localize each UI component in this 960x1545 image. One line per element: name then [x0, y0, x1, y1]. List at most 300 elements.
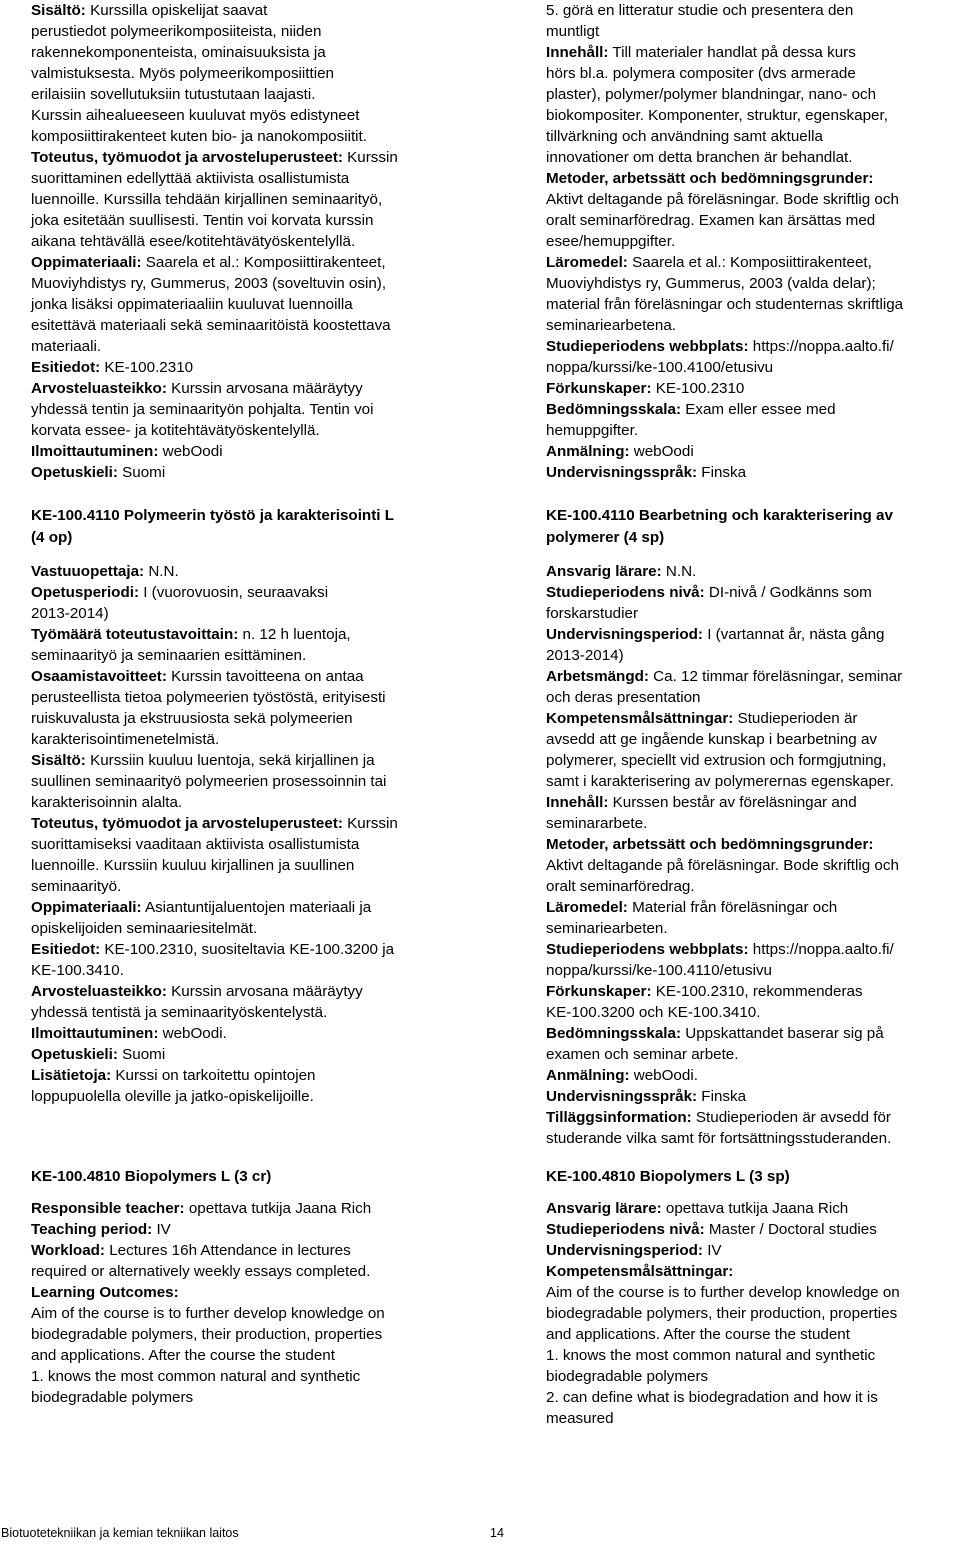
text-line	[31, 42, 501, 63]
text-line	[31, 834, 501, 855]
field-value: N.N.	[661, 563, 697, 580]
text-line	[31, 603, 501, 624]
field-label-osaamistavoitteet: Osaamistavoitteet:	[31, 668, 167, 685]
field-value: Studieperioden är avsedd för	[691, 1109, 891, 1126]
body-text: esitettävä materiaali sekä seminaaritöistä koostettava	[31, 317, 391, 334]
field-value: KE-100.2310, rekommenderas	[651, 983, 863, 1000]
text-line	[546, 1324, 960, 1345]
text-line	[31, 561, 501, 582]
course-section	[546, 1166, 960, 1429]
field-value: Material från föreläsningar och	[627, 899, 838, 916]
field-label-l-romedel: Läromedel:	[546, 254, 628, 271]
text-line	[546, 1198, 960, 1219]
body-text: loppupuolella oleville ja jatko-opiskelijoille.	[31, 1088, 314, 1105]
text-line	[546, 1282, 960, 1303]
body-text: och deras presentation	[546, 689, 701, 706]
course-section-continued	[31, 0, 501, 483]
course-section	[31, 505, 501, 1107]
field-label-undervisningsspr-k: Undervisningsspråk:	[546, 464, 698, 481]
field-label-teaching-period: Teaching period:	[31, 1221, 153, 1238]
text-line	[31, 1219, 501, 1240]
text-line	[31, 21, 501, 42]
body-text: Aktivt deltagande på föreläsningar. Bode skriftlig och	[546, 191, 899, 208]
body-text: muntligt	[546, 23, 600, 40]
field-value: Kurssin	[342, 149, 398, 166]
field-label-workload: Workload:	[31, 1242, 105, 1259]
text-line	[546, 1107, 960, 1128]
field-label-opetusperiodi: Opetusperiodi:	[31, 584, 140, 601]
body-text: yhdessä tentistä ja seminaarityöskentelystä.	[31, 1004, 328, 1021]
text-line	[31, 336, 501, 357]
text-line	[546, 189, 960, 210]
body-text: samt i karakterisering av polymerernas egenskaper.	[546, 773, 894, 790]
text-line	[546, 771, 960, 792]
text-line	[31, 315, 501, 336]
field-value: https://noppa.aalto.fi/	[748, 338, 894, 355]
text-line	[31, 147, 501, 168]
text-line	[31, 960, 501, 981]
text-line	[31, 813, 501, 834]
body-text: innovationer om detta branchen är behandlat.	[546, 149, 853, 166]
field-label-sis-lt: Sisältö:	[31, 752, 86, 769]
text-line	[546, 105, 960, 126]
field-value: I (vartannat år, nästa gång	[702, 626, 885, 643]
field-label-arvosteluasteikko: Arvosteluasteikko:	[31, 380, 167, 397]
text-line	[31, 855, 501, 876]
field-label-anm-lning: Anmälning:	[546, 443, 630, 460]
text-line	[546, 792, 960, 813]
body-text: plaster), polymer/polymer blandningar, nano- och	[546, 86, 877, 103]
field-value: Finska	[697, 1088, 747, 1105]
text-line	[31, 729, 501, 750]
footer-department: Biotuotetekniikan ja kemian tekniikan laitos	[1, 1526, 239, 1540]
course-section	[546, 505, 960, 1149]
text-line	[31, 1198, 501, 1219]
field-value: DI-nivå / Godkänns som	[704, 584, 872, 601]
text-line	[31, 1282, 501, 1303]
field-label-learning-outcomes: Learning Outcomes:	[31, 1284, 179, 1301]
field-label-oppimateriaali: Oppimateriaali:	[31, 899, 142, 916]
text-line	[31, 1086, 501, 1107]
course-section	[31, 1166, 501, 1408]
body-text: Kurssin aihealueeseen kuuluvat myös edistyneet	[31, 107, 360, 124]
field-label-esitiedot: Esitiedot:	[31, 941, 101, 958]
text-line	[546, 273, 960, 294]
field-label-inneh-ll: Innehåll:	[546, 44, 609, 61]
text-line	[546, 1023, 960, 1044]
text-line	[31, 1303, 501, 1324]
field-value: Finska	[697, 464, 747, 481]
body-text: materiaali.	[31, 338, 102, 355]
field-label-studieperiodens-webbplats: Studieperiodens webbplats:	[546, 941, 749, 958]
text-line	[546, 315, 960, 336]
body-text: measured	[546, 1410, 614, 1427]
text-line	[546, 84, 960, 105]
text-line	[31, 378, 501, 399]
title-spacer	[546, 1188, 960, 1198]
body-text: Aktivt deltagande på föreläsningar. Bode skriftlig och	[546, 857, 899, 874]
body-text: Muoviyhdistys ry, Gummerus, 2003 (valda delar);	[546, 275, 876, 292]
body-text: Aim of the course is to further develop knowledge on	[546, 1284, 900, 1301]
body-text: seminariearbetena.	[546, 317, 677, 334]
body-text: seminariearbeten.	[546, 920, 668, 937]
course-title: polymerer (4 sp)	[546, 529, 665, 546]
body-text: 1. knows the most common natural and synthetic	[546, 1347, 876, 1364]
field-label-bed-mningsskala: Bedömningsskala:	[546, 1025, 682, 1042]
body-text: seminaarityö ja seminaarien esittäminen.	[31, 647, 307, 664]
text-line	[31, 918, 501, 939]
field-label-arbetsm-ngd: Arbetsmängd:	[546, 668, 649, 685]
text-line	[546, 0, 960, 21]
text-line	[546, 63, 960, 84]
title-spacer	[31, 549, 501, 561]
field-label-responsible-teacher: Responsible teacher:	[31, 1200, 185, 1217]
body-text: biodegradable polymers	[546, 1368, 709, 1385]
body-text: perusteellista tietoa polymeerien työstöstä, erityisesti	[31, 689, 386, 706]
course-section-continued	[546, 0, 960, 483]
field-label-f-rkunskaper: Förkunskaper:	[546, 380, 652, 397]
body-text: Muoviyhdistys ry, Gummerus, 2003 (soveltuvin osin),	[31, 275, 387, 292]
text-line	[546, 960, 960, 981]
field-label-sis-lt: Sisältö:	[31, 2, 86, 19]
text-line	[31, 1387, 501, 1408]
field-label-kompetensm-ls-ttningar: Kompetensmålsättningar:	[546, 1263, 734, 1280]
text-line	[31, 126, 501, 147]
text-line	[546, 1261, 960, 1282]
text-line	[546, 939, 960, 960]
field-value: Lectures 16h Attendance in lectures	[104, 1242, 351, 1259]
text-line	[546, 126, 960, 147]
text-line	[31, 1065, 501, 1086]
body-text: jonka lisäksi oppimateriaaliin kuuluvat luennoilla	[31, 296, 353, 313]
field-value: I (vuorovuosin, seuraavaksi	[139, 584, 329, 601]
text-line	[31, 897, 501, 918]
field-label-vastuuopettaja: Vastuuopettaja:	[31, 563, 145, 580]
field-value: Kurssi on tarkoitettu opintojen	[111, 1067, 316, 1084]
field-label-kompetensm-ls-ttningar: Kompetensmålsättningar:	[546, 710, 734, 727]
body-text: tillvärkning och användning samt aktuella	[546, 128, 823, 145]
text-line	[546, 294, 960, 315]
text-line	[31, 1261, 501, 1282]
text-line	[31, 357, 501, 378]
text-line	[546, 231, 960, 252]
body-text: luennoille. Kurssiin kuuluu kirjallinen ja suullinen	[31, 857, 355, 874]
body-text: rakennekomponenteista, ominaisuuksista ja	[31, 44, 326, 61]
field-label-l-romedel: Läromedel:	[546, 899, 628, 916]
field-value: webOodi.	[629, 1067, 698, 1084]
text-line	[546, 666, 960, 687]
text-line	[31, 399, 501, 420]
course-title: KE-100.4810 Biopolymers L (3 cr)	[31, 1168, 272, 1185]
body-text: forskarstudier	[546, 605, 639, 622]
body-text: seminaarityö.	[31, 878, 122, 895]
field-value: Suomi	[117, 1046, 166, 1063]
field-label-ilmoittautuminen: Ilmoittautuminen:	[31, 1025, 159, 1042]
field-value: IV	[152, 1221, 171, 1238]
text-line	[546, 1128, 960, 1149]
text-line	[546, 1366, 960, 1387]
text-line	[31, 666, 501, 687]
body-text: examen och seminar arbete.	[546, 1046, 739, 1063]
field-label-ilmoittautuminen: Ilmoittautuminen:	[31, 443, 159, 460]
field-value: Ca. 12 timmar föreläsningar, seminar	[648, 668, 903, 685]
field-label-inneh-ll: Innehåll:	[546, 794, 609, 811]
field-value: Asiantuntijaluentojen materiaali ja	[141, 899, 372, 916]
text-line	[546, 708, 960, 729]
field-value: KE-100.2310	[651, 380, 745, 397]
course-title: KE-100.4810 Biopolymers L (3 sp)	[546, 1168, 790, 1185]
field-value: Exam eller essee med	[681, 401, 836, 418]
field-value: Kurssin arvosana määräytyy	[166, 380, 363, 397]
text-line	[546, 729, 960, 750]
text-line	[546, 624, 960, 645]
field-value: webOodi	[629, 443, 694, 460]
text-line	[31, 645, 501, 666]
text-line	[546, 210, 960, 231]
field-label-undervisningsperiod: Undervisningsperiod:	[546, 626, 703, 643]
text-line	[31, 252, 501, 273]
body-text: Aim of the course is to further develop knowledge on	[31, 1305, 385, 1322]
field-value: Suomi	[117, 464, 166, 481]
text-line	[31, 708, 501, 729]
body-text: seminararbete.	[546, 815, 648, 832]
text-line	[31, 105, 501, 126]
field-value: Uppskattandet baserar sig på	[681, 1025, 884, 1042]
body-text: 2013-2014)	[31, 605, 109, 622]
text-line	[31, 273, 501, 294]
field-label-ansvarig-l-rare: Ansvarig lärare:	[546, 563, 662, 580]
body-text: suullinen seminaarityö polymeerien prosessoinnin tai	[31, 773, 387, 790]
body-text: joka esitetään suullisesti. Tentin voi korvata kurssin	[31, 212, 374, 229]
text-line	[546, 1065, 960, 1086]
body-text: oralt seminarföredrag. Examen kan ärsättas med	[546, 212, 876, 229]
text-line	[31, 1002, 501, 1023]
field-value: IV	[702, 1242, 722, 1259]
field-label-ansvarig-l-rare: Ansvarig lärare:	[546, 1200, 662, 1217]
field-label-studieperiodens-niv: Studieperiodens nivå:	[546, 1221, 705, 1238]
text-line	[546, 252, 960, 273]
course-title: KE-100.4110 Polymeerin työstö ja karakterisointi L	[31, 507, 394, 524]
text-line	[546, 1219, 960, 1240]
text-line	[31, 582, 501, 603]
body-text: 5. görä en litteratur studie och presentera den	[546, 2, 854, 19]
text-line	[546, 1408, 960, 1429]
field-label-esitiedot: Esitiedot:	[31, 359, 101, 376]
text-line	[546, 813, 960, 834]
text-line	[546, 582, 960, 603]
title-spacer	[31, 1188, 501, 1198]
field-value: Kurssiin kuuluu luentoja, sekä kirjallinen ja	[85, 752, 375, 769]
body-text: korvata essee- ja kotitehtävätyöskentelyllä.	[31, 422, 320, 439]
field-label-studieperiodens-niv: Studieperiodens nivå:	[546, 584, 705, 601]
body-text: suorittaminen edellyttää aktiivista osallistumista	[31, 170, 350, 187]
text-line	[31, 231, 501, 252]
body-text: required or alternatively weekly essays completed.	[31, 1263, 371, 1280]
text-line	[546, 147, 960, 168]
body-text: and applications. After the course the student	[31, 1347, 335, 1364]
text-line	[31, 792, 501, 813]
text-line	[546, 981, 960, 1002]
body-text: erilaisiin sovellutuksiin tutustutaan laajasti.	[31, 86, 316, 103]
text-line	[31, 294, 501, 315]
field-value: https://noppa.aalto.fi/	[748, 941, 894, 958]
text-line	[31, 1345, 501, 1366]
field-label-arvosteluasteikko: Arvosteluasteikko:	[31, 983, 167, 1000]
text-line	[31, 63, 501, 84]
field-value: Saarela et al.: Komposiittirakenteet,	[141, 254, 386, 271]
body-text: aikana tehtävällä esee/kotitehtävätyöskentelyllä.	[31, 233, 356, 250]
field-value: KE-100.2310	[100, 359, 194, 376]
text-line	[546, 336, 960, 357]
body-text: noppa/kurssi/ke-100.4100/etusivu	[546, 359, 774, 376]
field-label-anm-lning: Anmälning:	[546, 1067, 630, 1084]
text-line	[546, 897, 960, 918]
body-text: material från föreläsningar och studenternas skriftliga	[546, 296, 904, 313]
body-text: luennoille. Kurssilla tehdään kirjallinen seminaarityö,	[31, 191, 383, 208]
text-line	[31, 84, 501, 105]
body-text: KE-100.3200 och KE-100.3410.	[546, 1004, 761, 1021]
field-label-toteutus-ty-muodot-ja-arvosteluperusteet: Toteutus, työmuodot ja arvosteluperusteet:	[31, 149, 343, 166]
text-line	[31, 420, 501, 441]
body-text: avsedd att ge ingående kunskap i bearbetning av	[546, 731, 877, 748]
body-text: esee/hemuppgifter.	[546, 233, 676, 250]
field-value: Kurssen består av föreläsningar and	[608, 794, 857, 811]
field-value: Master / Doctoral studies	[704, 1221, 877, 1238]
field-label-ty-m-r-toteutustavoittain: Työmäärä toteutustavoittain:	[31, 626, 239, 643]
body-text: oralt seminarföredrag.	[546, 878, 695, 895]
text-line	[546, 645, 960, 666]
field-value: Kurssin	[342, 815, 398, 832]
course-title: (4 op)	[31, 529, 73, 546]
text-line	[546, 1387, 960, 1408]
text-line	[546, 1345, 960, 1366]
text-line	[546, 420, 960, 441]
body-text: hemuppgifter.	[546, 422, 639, 439]
body-text: 2013-2014)	[546, 647, 624, 664]
text-line	[31, 624, 501, 645]
body-text: yhdessä tentin ja seminaarityön pohjalta. Tentin voi	[31, 401, 374, 418]
body-text: hörs bl.a. polymera compositer (dvs armerade	[546, 65, 856, 82]
text-line	[31, 189, 501, 210]
text-line	[546, 21, 960, 42]
field-value: Studieperioden är	[733, 710, 858, 727]
text-line	[546, 42, 960, 63]
text-line	[546, 603, 960, 624]
page-number: 14	[490, 1526, 504, 1540]
field-label-toteutus-ty-muodot-ja-arvosteluperusteet: Toteutus, työmuodot ja arvosteluperusteet:	[31, 815, 343, 832]
field-label-studieperiodens-webbplats: Studieperiodens webbplats:	[546, 338, 749, 355]
course-title: KE-100.4110 Bearbetning och karakterisering av	[546, 507, 893, 524]
text-line	[31, 876, 501, 897]
body-text: biodegradable polymers, their production, properties	[546, 1305, 898, 1322]
field-label-undervisningsspr-k: Undervisningsspråk:	[546, 1088, 698, 1105]
body-text: karakterisointimenetelmistä.	[31, 731, 220, 748]
text-line	[546, 1002, 960, 1023]
body-text: perustiedot polymeerikomposiiteista, niiden	[31, 23, 322, 40]
text-line	[31, 462, 501, 483]
text-line	[31, 168, 501, 189]
field-label-till-ggsinformation: Tilläggsinformation:	[546, 1109, 692, 1126]
field-value: Kurssin tavoitteena on antaa	[166, 668, 364, 685]
body-text: ruiskuvalusta ja ekstruusiosta sekä polymeerien	[31, 710, 353, 727]
body-text: biokompositer. Komponenter, struktur, egenskaper,	[546, 107, 888, 124]
text-line	[546, 441, 960, 462]
body-text: studerande vilka samt för fortsättningsstuderanden.	[546, 1130, 892, 1147]
text-line	[31, 1240, 501, 1261]
field-value: opettava tutkija Jaana Rich	[661, 1200, 849, 1217]
text-line	[31, 1023, 501, 1044]
body-text: komposiittirakenteet kuten bio- ja nanokomposiitit.	[31, 128, 367, 145]
text-line	[31, 750, 501, 771]
text-line	[546, 834, 960, 855]
text-line	[31, 981, 501, 1002]
field-value: Kurssin arvosana määräytyy	[166, 983, 363, 1000]
title-spacer	[546, 549, 960, 561]
field-value: n. 12 h luentoja,	[238, 626, 351, 643]
text-line	[546, 687, 960, 708]
body-text: polymerer, speciellt vid extrusion och formgjutning,	[546, 752, 887, 769]
text-line	[31, 1044, 501, 1065]
text-line	[546, 876, 960, 897]
field-value: opettava tutkija Jaana Rich	[184, 1200, 372, 1217]
text-line	[546, 462, 960, 483]
body-text: and applications. After the course the student	[546, 1326, 850, 1343]
body-text: valmistuksesta. Myös polymeerikomposiittien	[31, 65, 335, 82]
field-value: Till materialer handlat på dessa kurs	[608, 44, 856, 61]
text-line	[31, 441, 501, 462]
field-value: Kurssilla opiskelijat saavat	[85, 2, 268, 19]
field-value: webOodi	[158, 443, 223, 460]
field-label-bed-mningsskala: Bedömningsskala:	[546, 401, 682, 418]
body-text: biodegradable polymers, their production, properties	[31, 1326, 383, 1343]
field-label-oppimateriaali: Oppimateriaali:	[31, 254, 142, 271]
field-label-metoder-arbetss-tt-och-bed-mningsgrunder: Metoder, arbetssätt och bedömningsgrunder:	[546, 836, 874, 853]
text-line	[31, 771, 501, 792]
field-value: KE-100.2310, suositeltavia KE-100.3200 ja	[100, 941, 395, 958]
field-value: N.N.	[144, 563, 179, 580]
field-label-undervisningsperiod: Undervisningsperiod:	[546, 1242, 703, 1259]
text-line	[546, 855, 960, 876]
text-line	[546, 1303, 960, 1324]
text-line	[31, 210, 501, 231]
text-line	[546, 1240, 960, 1261]
field-value: Saarela et al.: Komposiittirakenteet,	[627, 254, 872, 271]
body-text: suorittamiseksi vaaditaan aktiivista osallistumista	[31, 836, 360, 853]
text-line	[546, 168, 960, 189]
text-line	[31, 687, 501, 708]
body-text: KE-100.3410.	[31, 962, 124, 979]
field-label-metoder-arbetss-tt-och-bed-mningsgrunder: Metoder, arbetssätt och bedömningsgrunder:	[546, 170, 874, 187]
text-line	[546, 1086, 960, 1107]
text-line	[31, 939, 501, 960]
text-line	[546, 1044, 960, 1065]
body-text: 1. knows the most common natural and synthetic	[31, 1368, 361, 1385]
text-line	[31, 1324, 501, 1345]
body-text: noppa/kurssi/ke-100.4110/etusivu	[546, 962, 772, 979]
text-line	[546, 399, 960, 420]
body-text: biodegradable polymers	[31, 1389, 194, 1406]
field-value: webOodi.	[158, 1025, 227, 1042]
text-line	[546, 918, 960, 939]
text-line	[31, 1366, 501, 1387]
field-label-lis-tietoja: Lisätietoja:	[31, 1067, 112, 1084]
field-label-opetuskieli: Opetuskieli:	[31, 464, 118, 481]
text-line	[31, 0, 501, 21]
body-text: opiskelijoiden seminaariesitelmät.	[31, 920, 258, 937]
text-line	[546, 750, 960, 771]
body-text: karakterisoinnin alalta.	[31, 794, 183, 811]
text-line	[546, 357, 960, 378]
